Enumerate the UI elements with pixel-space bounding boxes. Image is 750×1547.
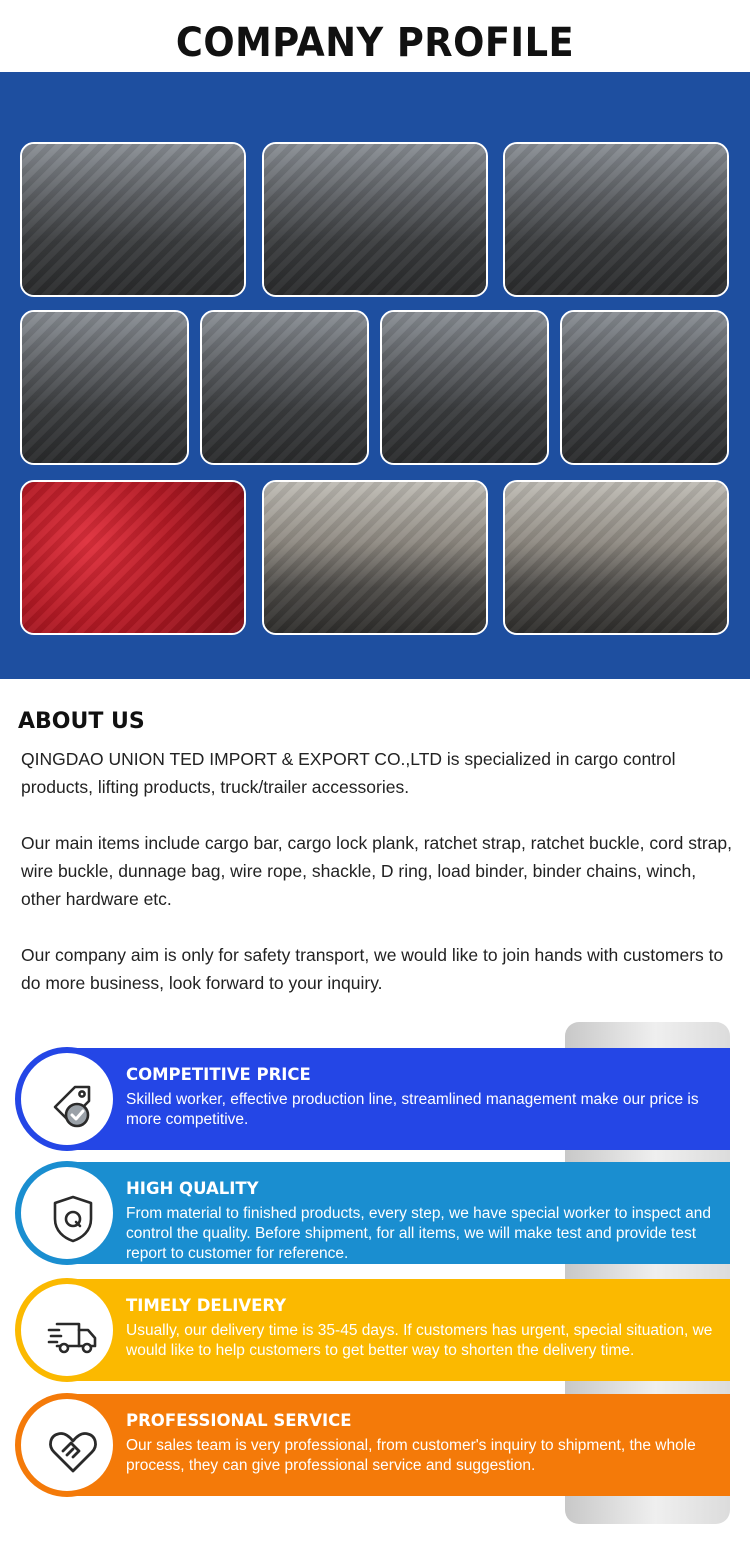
price-tag-icon: [45, 1077, 101, 1133]
factory-photo-7: [560, 310, 729, 465]
feature-title: PROFESSIONAL SERVICE: [126, 1411, 352, 1430]
quality-shield-icon: [45, 1191, 101, 1247]
feature-competitive-price: [15, 1048, 730, 1150]
factory-photo-6: [380, 310, 549, 465]
feature-description: Skilled worker, effective production line, streamlined management make our price is more competitive.: [126, 1091, 699, 1128]
factory-photo-4: [20, 310, 189, 465]
feature-title: TIMELY DELIVERY: [126, 1296, 287, 1315]
feature-title: COMPETITIVE PRICE: [126, 1065, 311, 1084]
about-paragraph-1: QINGDAO UNION TED IMPORT & EXPORT CO.,LTD is specialized in cargo control products, lifting products, truck/trailer accessories.: [21, 749, 676, 797]
product-photo-crate-2: [503, 480, 729, 635]
company-photo-gallery: [0, 72, 750, 679]
about-us-heading: ABOUT US: [18, 709, 145, 734]
page-title: COMPANY PROFILE: [175, 20, 575, 66]
factory-photo-5: [200, 310, 369, 465]
feature-description: Our sales team is very professional, from customer's inquiry to shipment, the whole process, they can give professional service and suggestion.: [126, 1437, 696, 1474]
factory-photo-1: [20, 142, 246, 297]
feature-icon-circle: [15, 1161, 119, 1265]
page-header: [0, 0, 750, 72]
feature-icon-circle: [15, 1047, 119, 1151]
factory-photo-2: [262, 142, 488, 297]
feature-professional-service: [15, 1394, 730, 1496]
about-paragraph-3: Our company aim is only for safety transport, we would like to join hands with customers to do more business, look forward to your inquiry.: [21, 945, 724, 993]
product-photo-red-binders: [20, 480, 246, 635]
product-photo-crate-1: [262, 480, 488, 635]
feature-high-quality: [15, 1162, 730, 1264]
about-paragraph-2: Our main items include cargo bar, cargo lock plank, ratchet strap, ratchet buckle, cord strap, wire buckle, dunnage bag, wire rope, shackle, D ring, load binder, binder chains, winch, other hardware etc.: [21, 833, 733, 909]
feature-icon-circle: [15, 1278, 119, 1382]
factory-photo-3: [503, 142, 729, 297]
feature-timely-delivery: [15, 1279, 730, 1381]
feature-icon-circle: [15, 1393, 119, 1497]
handshake-heart-icon: [45, 1423, 101, 1479]
delivery-truck-icon: [45, 1308, 101, 1364]
feature-description: From material to finished products, every step, we have special worker to inspect and control the quality. Before shipment, for all items, we will make test and provide test report to customer for reference.: [126, 1205, 711, 1262]
feature-title: HIGH QUALITY: [126, 1179, 259, 1198]
feature-description: Usually, our delivery time is 35-45 days. If customers has urgent, special situation, we would like to help customers to get better way to shorten the delivery time.: [126, 1322, 713, 1359]
